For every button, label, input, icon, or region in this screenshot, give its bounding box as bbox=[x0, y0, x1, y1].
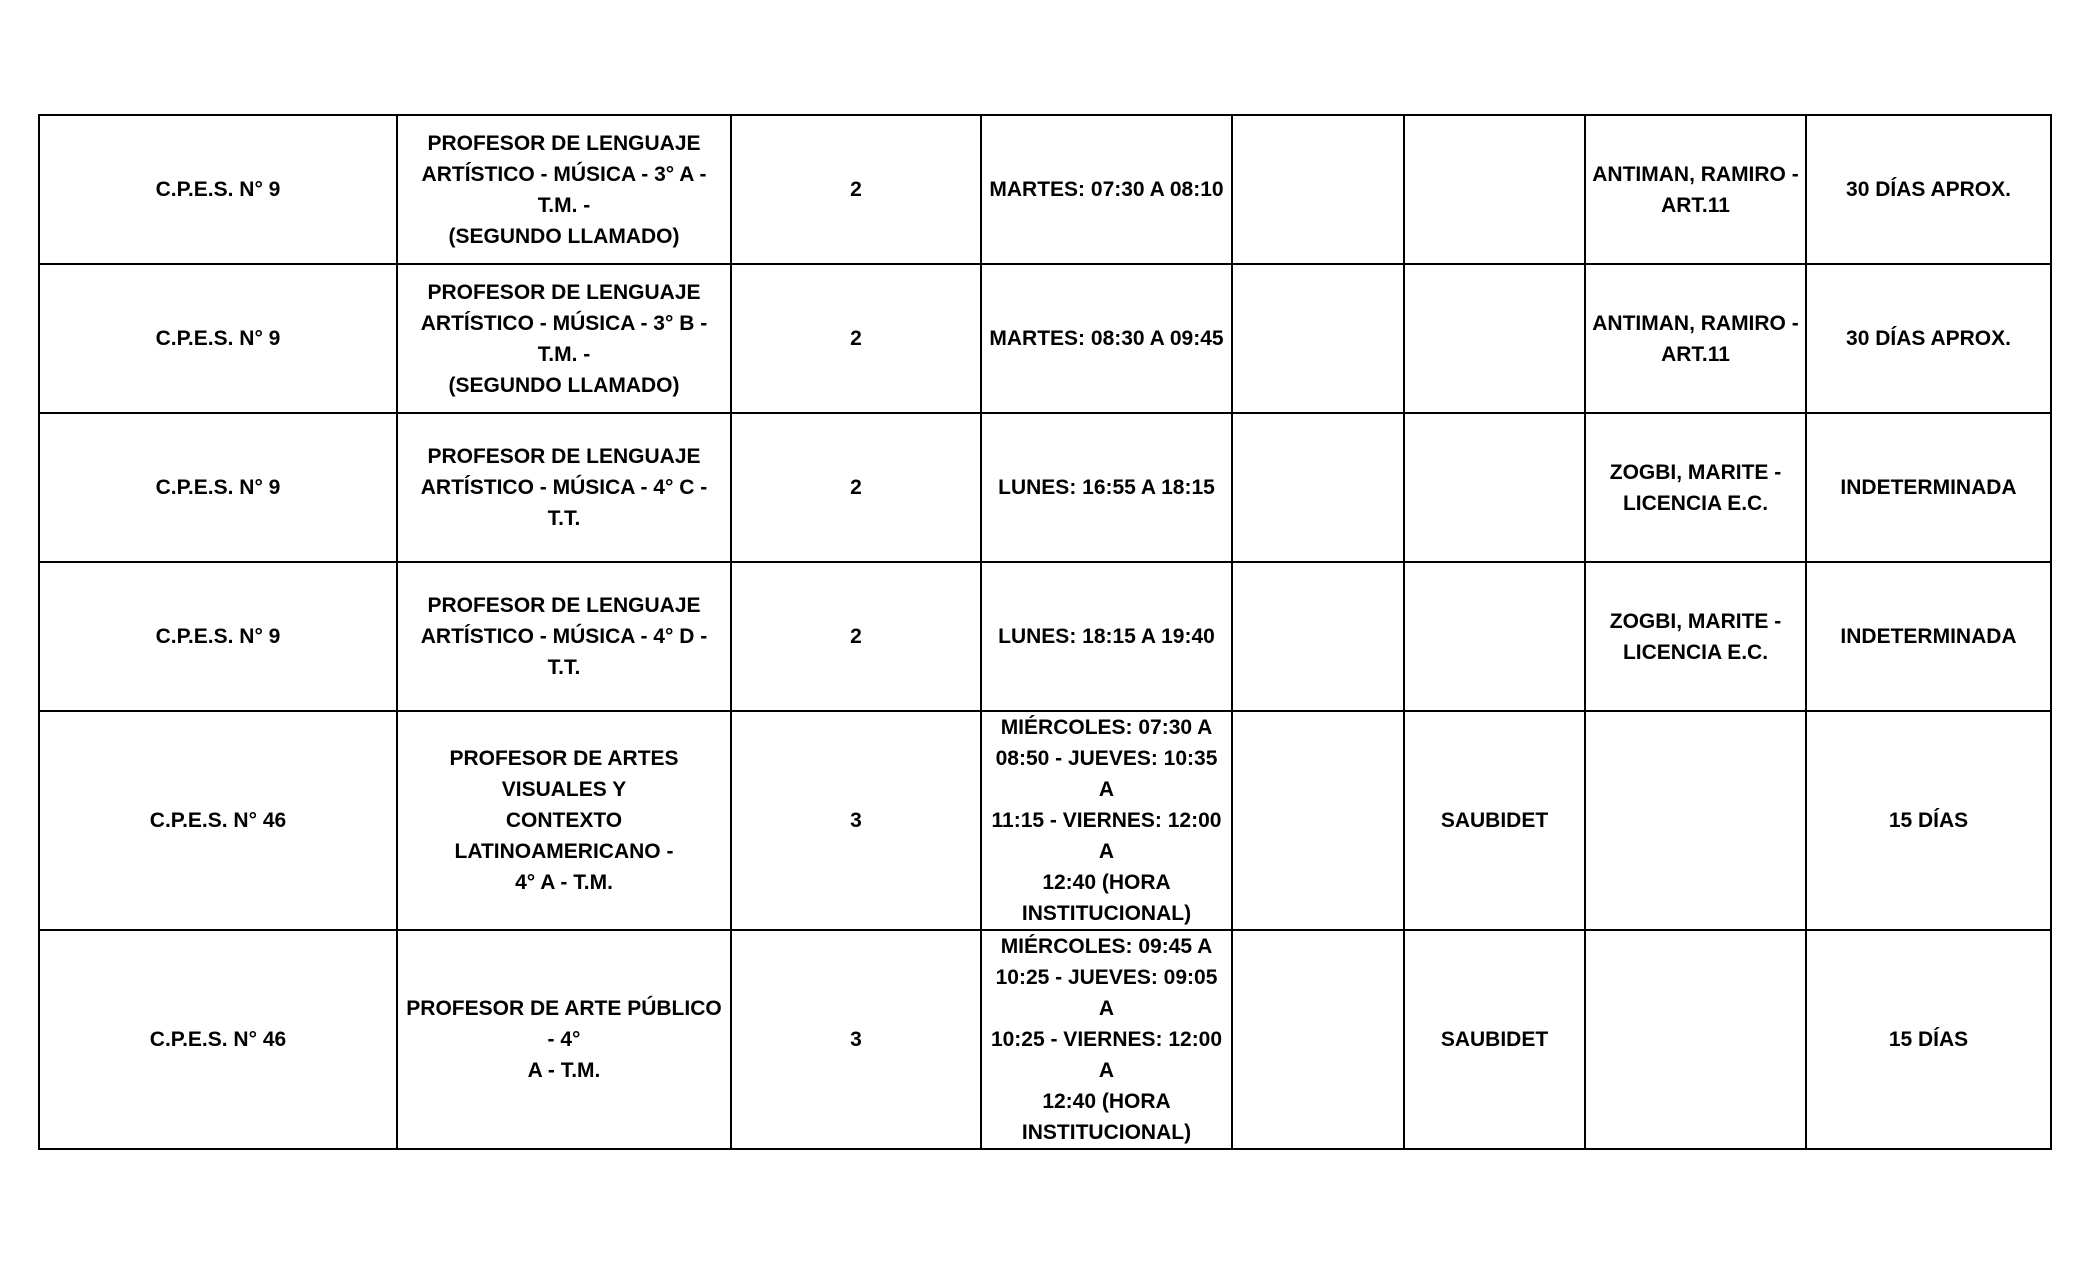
position-cell: PROFESOR DE LENGUAJE ARTÍSTICO - MÚSICA - 4° C - T.T. bbox=[397, 413, 731, 562]
empty-cell bbox=[1232, 930, 1404, 1149]
substitute-cell: SAUBIDET bbox=[1404, 930, 1585, 1149]
table-row bbox=[39, 115, 2051, 264]
empty-cell bbox=[1232, 115, 1404, 264]
holder-cell: ZOGBI, MARITE - LICENCIA E.C. bbox=[1585, 413, 1806, 562]
vacancies-table bbox=[38, 114, 2052, 1150]
position-cell: PROFESOR DE ARTE PÚBLICO - 4° A - T.M. bbox=[397, 930, 731, 1149]
hours-cell: 2 bbox=[731, 264, 981, 413]
substitute-cell bbox=[1404, 562, 1585, 711]
holder-cell: ZOGBI, MARITE - LICENCIA E.C. bbox=[1585, 562, 1806, 711]
schedule-cell: LUNES: 16:55 A 18:15 bbox=[981, 413, 1232, 562]
schedule-cell: MIÉRCOLES: 09:45 A 10:25 - JUEVES: 09:05 A 10:25 - VIERNES: 12:00 A 12:40 (HORA INSTITUCIONAL) bbox=[981, 930, 1232, 1149]
duration-cell: 15 DÍAS bbox=[1806, 711, 2051, 930]
hours-cell: 3 bbox=[731, 930, 981, 1149]
hours-cell: 2 bbox=[731, 562, 981, 711]
school-cell: C.P.E.S. N° 9 bbox=[39, 562, 397, 711]
school-cell: C.P.E.S. N° 9 bbox=[39, 115, 397, 264]
table-row bbox=[39, 562, 2051, 711]
holder-cell bbox=[1585, 711, 1806, 930]
table-row bbox=[39, 264, 2051, 413]
table-row bbox=[39, 930, 2051, 1149]
schedule-cell: MIÉRCOLES: 07:30 A 08:50 - JUEVES: 10:35 A 11:15 - VIERNES: 12:00 A 12:40 (HORA INSTITUCIONAL) bbox=[981, 711, 1232, 930]
school-cell: C.P.E.S. N° 9 bbox=[39, 264, 397, 413]
duration-cell: INDETERMINADA bbox=[1806, 562, 2051, 711]
duration-cell: INDETERMINADA bbox=[1806, 413, 2051, 562]
empty-cell bbox=[1232, 562, 1404, 711]
schedule-cell: LUNES: 18:15 A 19:40 bbox=[981, 562, 1232, 711]
substitute-cell: SAUBIDET bbox=[1404, 711, 1585, 930]
position-cell: PROFESOR DE LENGUAJE ARTÍSTICO - MÚSICA - 3° B - T.M. - (SEGUNDO LLAMADO) bbox=[397, 264, 731, 413]
hours-cell: 3 bbox=[731, 711, 981, 930]
holder-cell bbox=[1585, 930, 1806, 1149]
position-cell: PROFESOR DE ARTES VISUALES Y CONTEXTO LATINOAMERICANO - 4° A - T.M. bbox=[397, 711, 731, 930]
substitute-cell bbox=[1404, 264, 1585, 413]
hours-cell: 2 bbox=[731, 115, 981, 264]
schedule-cell: MARTES: 08:30 A 09:45 bbox=[981, 264, 1232, 413]
position-cell: PROFESOR DE LENGUAJE ARTÍSTICO - MÚSICA - 3° A - T.M. - (SEGUNDO LLAMADO) bbox=[397, 115, 731, 264]
duration-cell: 15 DÍAS bbox=[1806, 930, 2051, 1149]
substitute-cell bbox=[1404, 413, 1585, 562]
duration-cell: 30 DÍAS APROX. bbox=[1806, 264, 2051, 413]
holder-cell: ANTIMAN, RAMIRO - ART.11 bbox=[1585, 264, 1806, 413]
hours-cell: 2 bbox=[731, 413, 981, 562]
holder-cell: ANTIMAN, RAMIRO - ART.11 bbox=[1585, 115, 1806, 264]
substitute-cell bbox=[1404, 115, 1585, 264]
schedule-cell: MARTES: 07:30 A 08:10 bbox=[981, 115, 1232, 264]
school-cell: C.P.E.S. N° 9 bbox=[39, 413, 397, 562]
empty-cell bbox=[1232, 413, 1404, 562]
empty-cell bbox=[1232, 264, 1404, 413]
school-cell: C.P.E.S. N° 46 bbox=[39, 711, 397, 930]
position-cell: PROFESOR DE LENGUAJE ARTÍSTICO - MÚSICA - 4° D - T.T. bbox=[397, 562, 731, 711]
table-row bbox=[39, 413, 2051, 562]
school-cell: C.P.E.S. N° 46 bbox=[39, 930, 397, 1149]
table-row bbox=[39, 711, 2051, 930]
duration-cell: 30 DÍAS APROX. bbox=[1806, 115, 2051, 264]
empty-cell bbox=[1232, 711, 1404, 930]
